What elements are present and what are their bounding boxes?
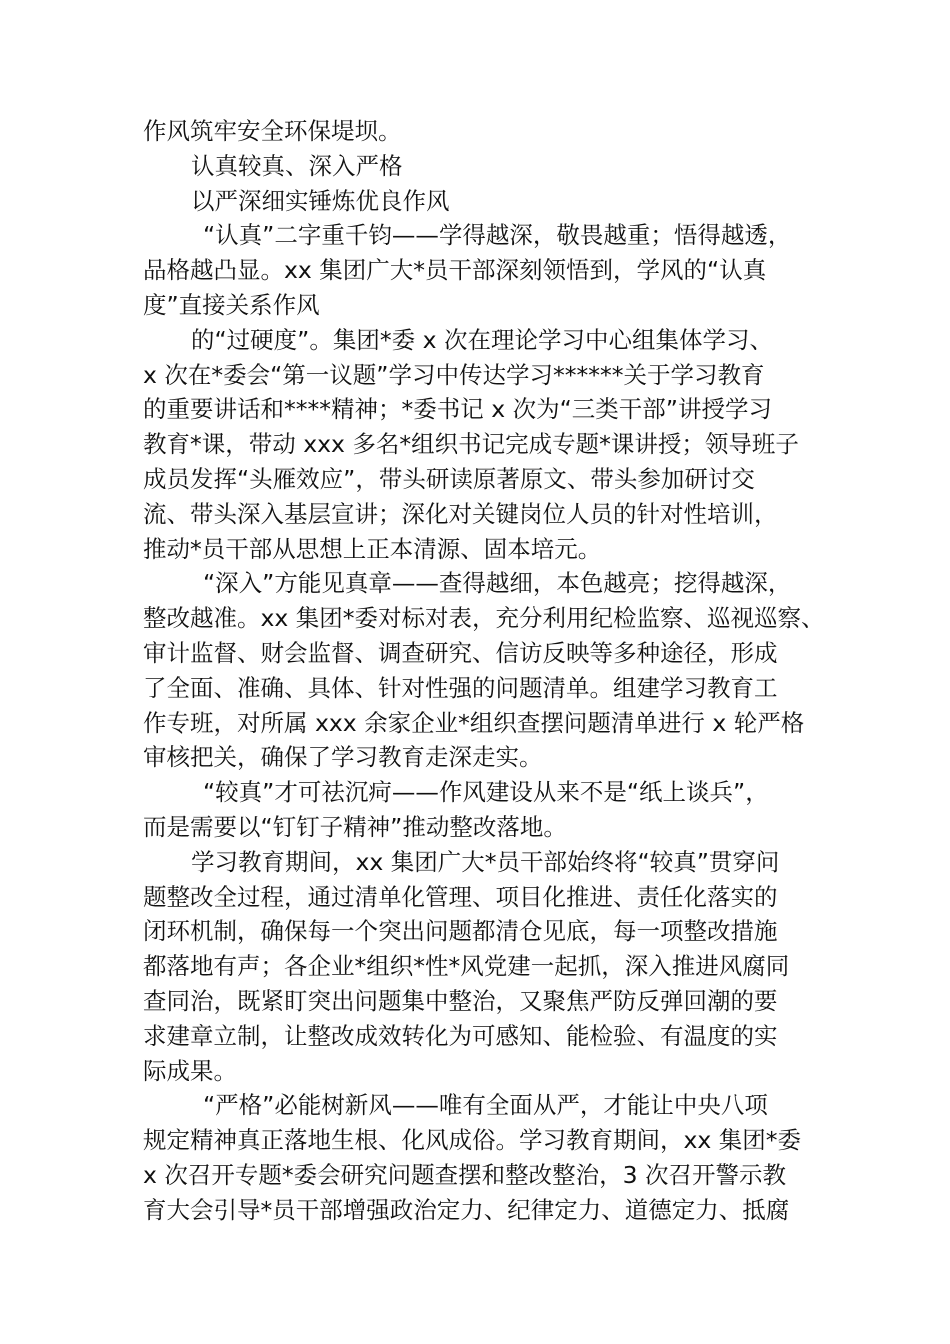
text-line: x 次在*委会“第一议题”学习中传达学习******关于学习教育 bbox=[143, 360, 765, 389]
text-line: 的重要讲话和****精神；*委书记 x 次为“三类干部”讲授学习 bbox=[143, 395, 772, 424]
text-line: 认真较真、深入严格 bbox=[191, 151, 403, 180]
text-line: 了全面、准确、具体、针对性强的问题清单。组建学习教育工 bbox=[143, 673, 778, 702]
text-line: 成员发挥“头雁效应”，带头研读原著原文、带头参加研讨交 bbox=[143, 464, 755, 493]
text-line: 规定精神真正落地生根、化风成俗。学习教育期间，xx 集团*委 bbox=[143, 1126, 802, 1155]
text-line: 闭环机制，确保每一个突出问题都清仓见底，每一项整改措施 bbox=[143, 917, 778, 946]
text-line: 推动*员干部从思想上正本清源、固本培元。 bbox=[143, 534, 602, 563]
text-line: 都落地有声；各企业*组织*性*风党建一起抓，深入推进风腐同 bbox=[143, 952, 790, 981]
text-line: 度”直接关系作风 bbox=[143, 290, 320, 319]
text-line: 审核把关，确保了学习教育走深走实。 bbox=[143, 743, 543, 772]
text-line: “较真”才可祛沉疴——作风建设从来不是“纸上谈兵”， bbox=[203, 778, 769, 807]
text-line: 品格越凸显。xx 集团广大*员干部深刻领悟到，学风的“认真 bbox=[143, 256, 767, 285]
text-line: x 次召开专题*委会研究问题查摆和整改整治，3 次召开警示教 bbox=[143, 1160, 787, 1189]
text-line: 以严深细实锤炼优良作风 bbox=[191, 186, 450, 215]
text-line: 而是需要以“钉钉子精神”推动整改落地。 bbox=[143, 812, 567, 841]
text-line: 求建章立制，让整改成效转化为可感知、能检验、有温度的实 bbox=[143, 1021, 778, 1050]
text-line: 查同治，既紧盯突出问题集中整治，又聚焦严防反弹回潮的要 bbox=[143, 986, 778, 1015]
text-line: 作风筑牢安全环保堤坝。 bbox=[143, 117, 402, 145]
text-line: “认真”二字重千钧——学得越深，敬畏越重；悟得越透， bbox=[203, 221, 792, 250]
text-line: 学习教育期间，xx 集团广大*员干部始终将“较真”贯穿问 bbox=[191, 847, 780, 876]
document-body bbox=[143, 114, 827, 1228]
text-line: 审计监督、财会监督、调查研究、信访反映等多种途径，形成 bbox=[143, 638, 778, 667]
text-line: “深入”方能见真章——查得越细，本色越亮；挖得越深， bbox=[203, 569, 792, 598]
text-line: 育大会引导*员干部增强政治定力、纪律定力、道德定力、抵腐 bbox=[143, 1195, 790, 1224]
text-line: 教育*课，带动 xxx 多名*组织书记完成专题*课讲授；领导班子 bbox=[143, 430, 799, 459]
text-line: “严格”必能树新风——唯有全面从严，才能让中央八项 bbox=[203, 1091, 768, 1120]
text-line: 流、带头深入基层宣讲；深化对关键岗位人员的针对性培训， bbox=[143, 499, 778, 528]
text-line: 的“过硬度”。集团*委 x 次在理论学习中心组集体学习、 bbox=[191, 325, 773, 354]
text-line: 整改越准。xx 集团*委对标对表，充分利用纪检监察、巡视巡察、 bbox=[143, 604, 825, 633]
text-line: 题整改全过程，通过清单化管理、项目化推进、责任化落实的 bbox=[143, 882, 778, 911]
text-line: 作专班，对所属 xxx 余家企业*组织查摆问题清单进行 x 轮严格 bbox=[143, 708, 805, 737]
text-line: 际成果。 bbox=[143, 1056, 237, 1085]
